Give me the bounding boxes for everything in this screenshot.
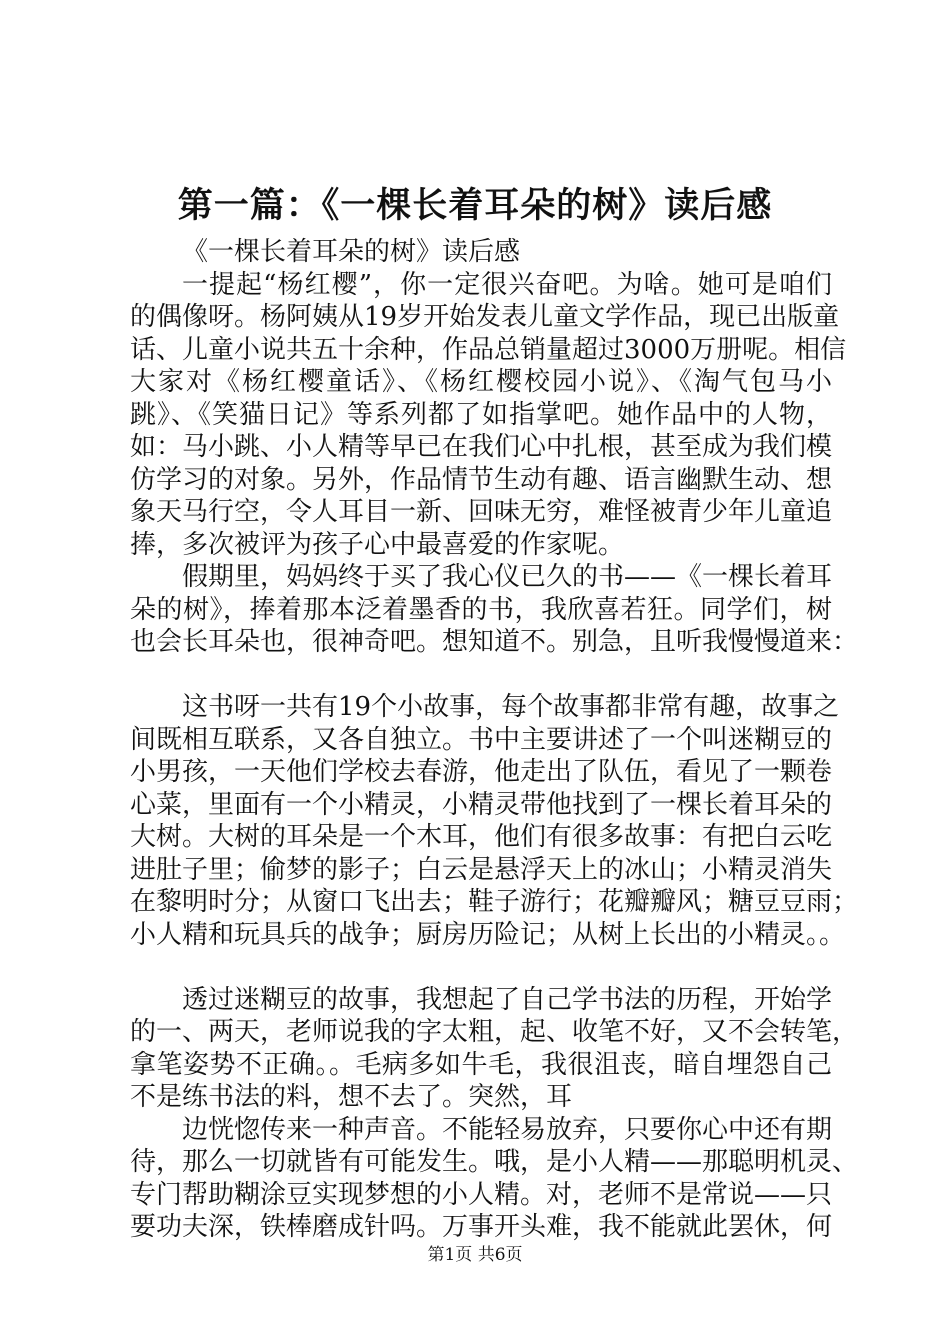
text-line: 仿学习的对象。另外，作品情节生动有趣、语言幽默生动、想 [130,464,833,495]
text-line: 的一、两天，老师说我的字太粗，起、收笔不好，又不会转笔， [130,1017,859,1047]
text-line: 进肚子里；偷梦的影子；白云是悬浮天上的冰山；小精灵消失 [130,854,833,885]
text-line: 边恍惚传来一种声音。不能轻易放弃，只要你心中还有期 [182,1114,833,1145]
text-line: 的偶像呀。杨阿姨从19岁开始发表儿童文学作品，现已出版童 [130,302,840,332]
document-title: 第一篇：《一棵长着耳朵的树》读后感 [177,185,773,226]
text-line: 小人精和玩具兵的战争；厨房历险记；从树上长出的小精灵。。 [130,919,846,950]
text-line: 跳》、《笑猫日记》等系列都了如指掌吧。她作品中的人物， [130,399,832,430]
text-line: 话、儿童小说共五十余种，作品总销量超过3000万册呢。相信 [130,334,847,365]
text-line: 一提起“杨红樱”，你一定很兴奋吧。为啥。她可是咱们 [182,269,832,300]
text-line: 要功夫深，铁棒磨成针吗。万事开头难，我不能就此罢休，何 [130,1212,833,1242]
text-line: 小男孩，一天他们学校去春游，他走出了队伍，看见了一颗卷 [130,757,833,787]
text-line: 拿笔姿势不正确。。毛病多如牛毛，我很沮丧，暗自埋怨自己 [130,1049,832,1080]
paragraph-gap [130,951,832,984]
text-line: 待，那么一切就皆有可能发生。哦，是小人精——那聪明机灵、 [130,1147,859,1177]
text-line: 《一棵长着耳朵的树》读后感 [182,237,521,267]
text-line: 捧，多次被评为孩子心中最喜爱的作家呢。 [130,529,625,560]
text-line: 在黎明时分；从窗口飞出去；鞋子游行；花瓣瓣风；糖豆豆雨； [130,887,859,917]
text-line: 专门帮助糊涂豆实现梦想的小人精。对，老师不是常说——只 [130,1179,833,1210]
text-line: 大家对《杨红樱童话》、《杨红樱校园小说》、《淘气包马小 [130,367,832,397]
text-line: 朵的树》，捧着那本泛着墨香的书，我欣喜若狂。同学们，树 [130,594,832,625]
text-line: 也会长耳朵也，很神奇吧。想知道不。别急，且听我慢慢道来： [130,627,859,657]
text-line: 心菜，里面有一个小精灵，小精灵带他找到了一棵长着耳朵的 [130,789,833,820]
text-line: 透过迷糊豆的故事，我想起了自己学书法的历程，开始学 [182,984,833,1015]
text-line: 假期里，妈妈终于买了我心仪已久的书——《一棵长着耳 [182,562,833,592]
text-line: 象天马行空，令人耳目一新、回味无穷，难怪被青少年儿童追 [130,497,833,527]
text-line: 大树。大树的耳朵是一个木耳，他们有很多故事：有把白云吃 [130,822,833,852]
page-number: 第1页 共6页 [427,1245,523,1265]
text-line: 间既相互联系，又各自独立。书中主要讲述了一个叫迷糊豆的 [130,724,833,755]
text-line: 不是练书法的料，想不去了。突然，耳 [130,1082,573,1112]
text-line: 这书呀一共有19个小故事，每个故事都非常有趣，故事之 [182,692,840,722]
paragraph-gap [130,659,832,692]
text-line: 如：马小跳、小人精等早已在我们心中扎根，甚至成为我们模 [130,432,833,462]
document-body [130,236,859,1244]
